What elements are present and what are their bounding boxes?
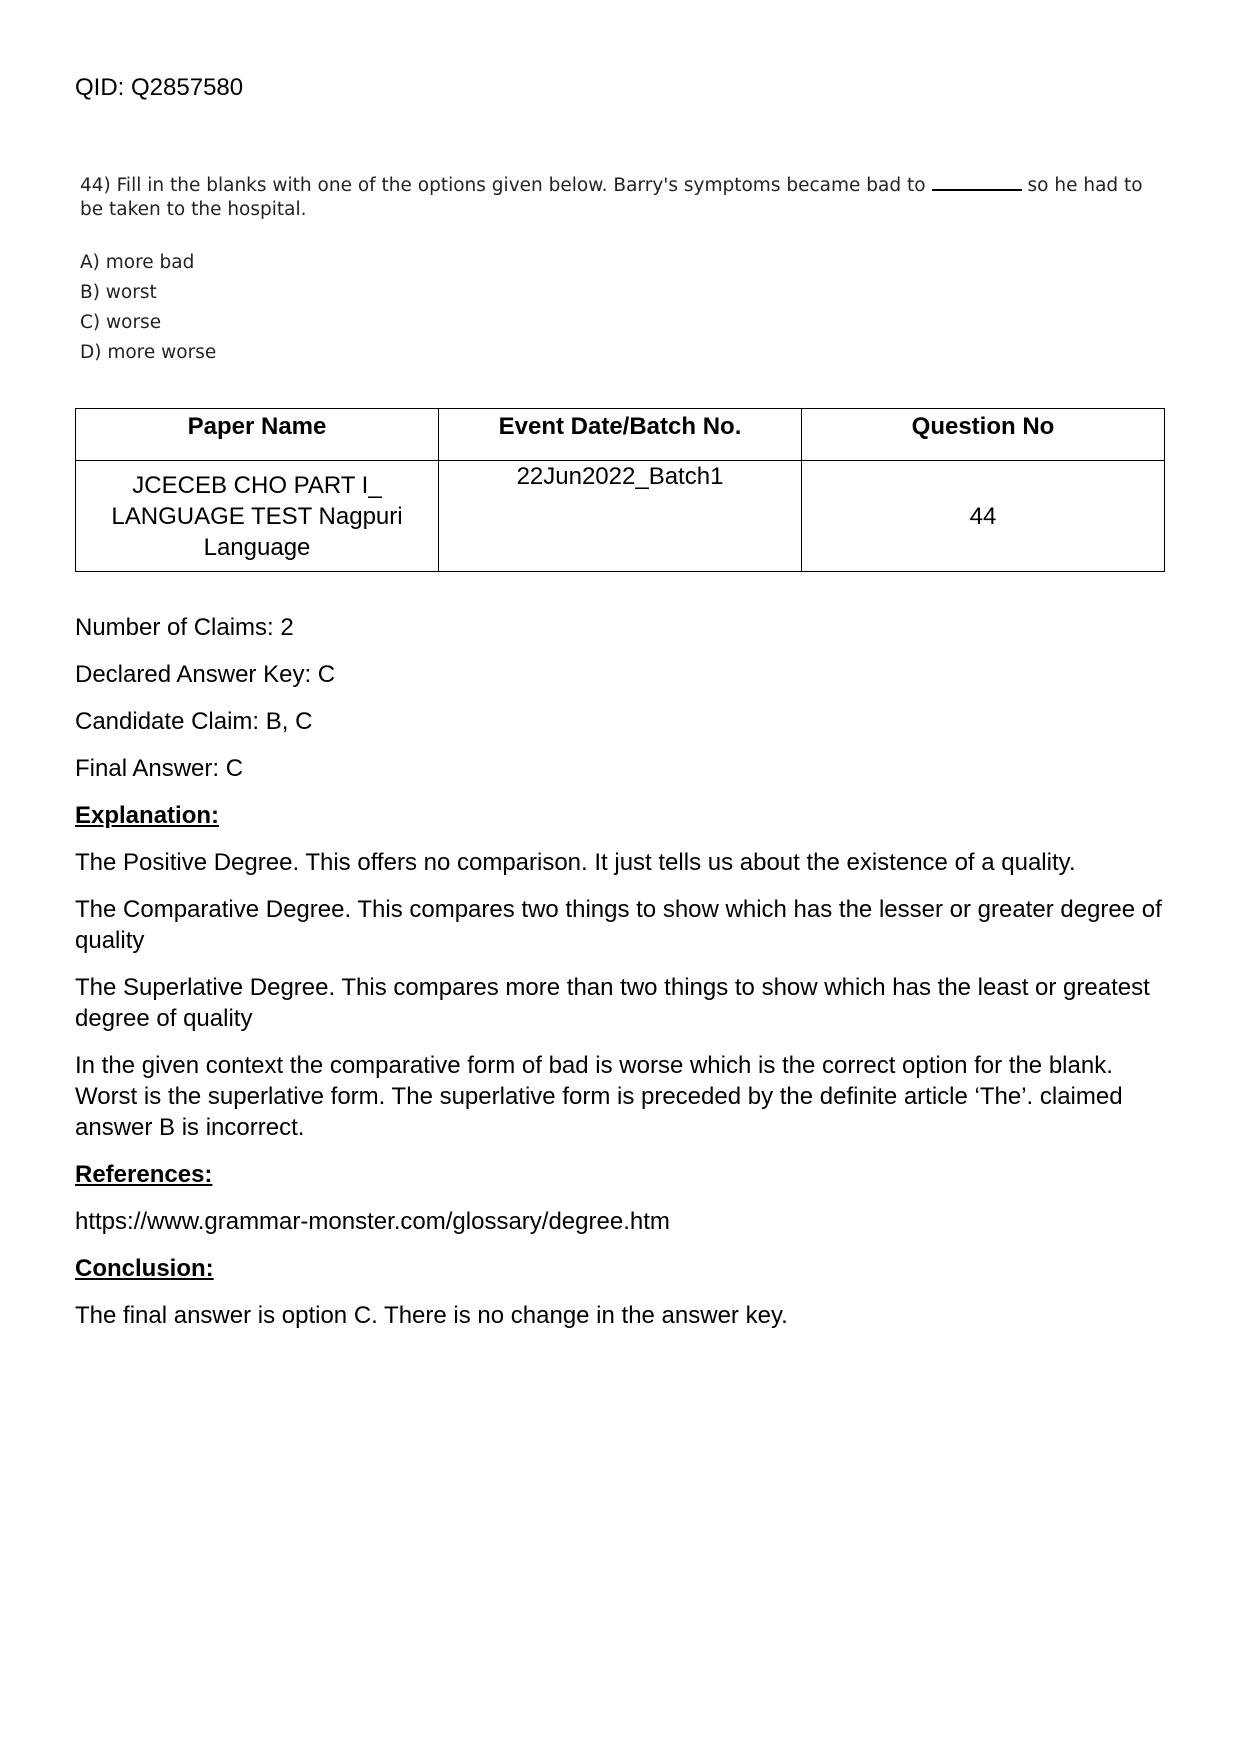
- cell-question-no: 44: [802, 461, 1165, 572]
- option-d: D) more worse: [80, 342, 217, 363]
- option-a: A) more bad: [80, 252, 195, 273]
- explanation-heading: Explanation:: [75, 802, 220, 829]
- options-list: [80, 248, 1170, 368]
- conclusion-heading: Conclusion:: [75, 1255, 214, 1282]
- explanation-paragraph: In the given context the comparative form of bad is worse which is the correct option for the blank. Worst is the superlative form. The superlative form is preceded by the definite article ‘The’. claimed answer B is incorrect.: [75, 1052, 1123, 1141]
- final-answer: Final Answer: C: [75, 755, 244, 782]
- option-c: C) worse: [80, 312, 162, 333]
- question-text: [80, 172, 1170, 222]
- claim-details: [75, 612, 1170, 1347]
- explanation-paragraph: The Positive Degree. This offers no comparison. It just tells us about the existence of a quality.: [75, 849, 1076, 876]
- header-event-date: Event Date/Batch No.: [439, 409, 802, 461]
- explanation-paragraph: The Comparative Degree. This compares two things to show which has the lesser or greater degree of quality: [75, 896, 1162, 954]
- qid-label: QID: Q2857580: [75, 74, 244, 101]
- answer-blank: [932, 172, 1022, 191]
- header-question-no: Question No: [802, 409, 1165, 461]
- number-of-claims: Number of Claims: 2: [75, 614, 294, 641]
- candidate-claim: Candidate Claim: B, C: [75, 708, 313, 735]
- table-header-row: [76, 409, 1165, 461]
- references-heading: References:: [75, 1161, 213, 1188]
- question-block: [80, 172, 1170, 368]
- option-b: B) worst: [80, 282, 157, 303]
- header-paper-name: Paper Name: [76, 409, 439, 461]
- cell-paper-name: JCECEB CHO PART I_ LANGUAGE TEST Nagpuri Language: [76, 461, 439, 572]
- question-stem-end: so he had to be taken to the hospital.: [80, 175, 1143, 220]
- cell-event-date: 22Jun2022_Batch1: [439, 461, 802, 572]
- declared-answer-key: Declared Answer Key: C: [75, 661, 336, 688]
- question-stem: 44) Fill in the blanks with one of the options given below. Barry's symptoms became bad to: [80, 175, 926, 196]
- paper-info-table: [75, 408, 1165, 572]
- explanation-paragraph: The Superlative Degree. This compares more than two things to show which has the least or greatest degree of quality: [75, 974, 1150, 1032]
- reference-url: https://www.grammar-monster.com/glossary/degree.htm: [75, 1208, 670, 1235]
- table-row: [76, 461, 1165, 572]
- conclusion-text: The final answer is option C. There is no change in the answer key.: [75, 1302, 788, 1329]
